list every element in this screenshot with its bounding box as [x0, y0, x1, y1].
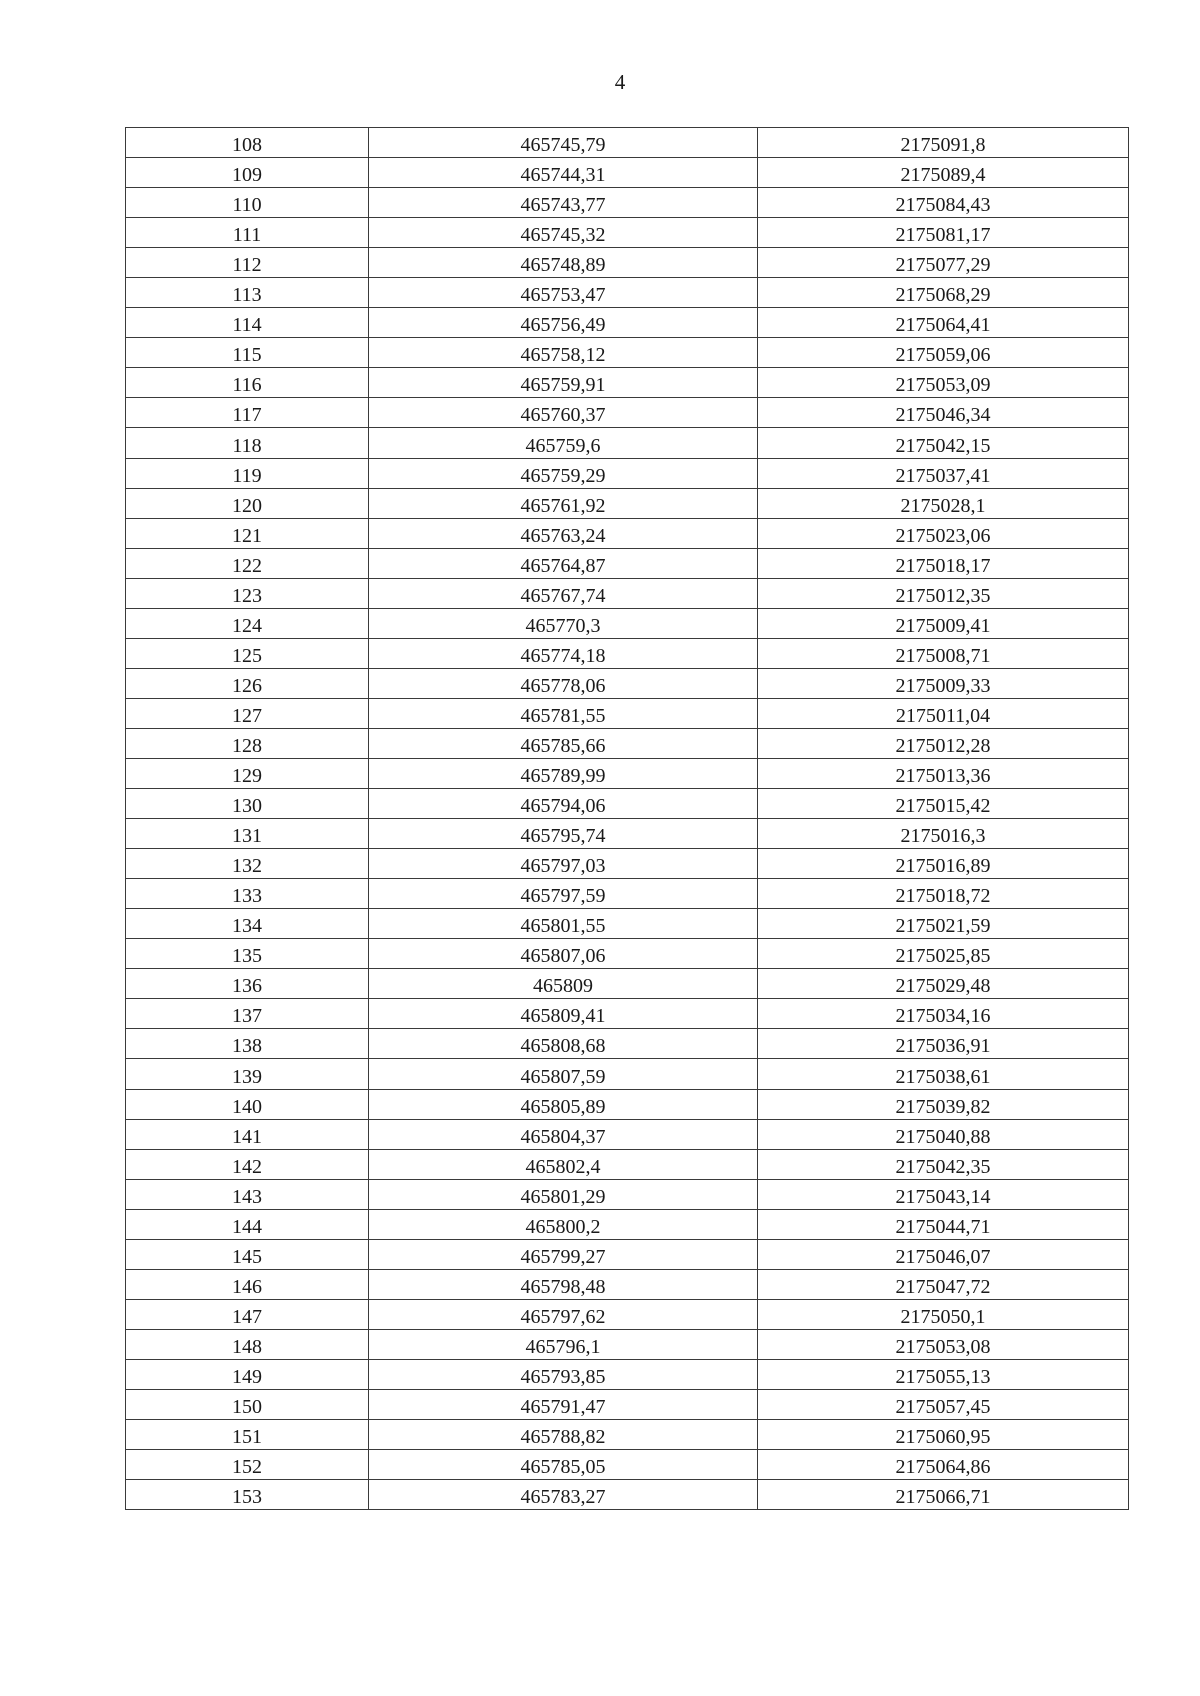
table-row — [126, 909, 1129, 939]
point-number-cell: 119 — [126, 458, 369, 488]
table-row — [126, 1029, 1129, 1059]
y-coordinate-cell: 2175042,35 — [758, 1149, 1129, 1179]
table-row — [126, 578, 1129, 608]
coordinates-table — [125, 127, 1129, 1510]
point-number-cell: 110 — [126, 188, 369, 218]
table-row — [126, 1359, 1129, 1389]
table-row — [126, 188, 1129, 218]
x-coordinate-cell: 465802,4 — [369, 1149, 758, 1179]
point-number-cell: 145 — [126, 1239, 369, 1269]
table-row — [126, 1059, 1129, 1089]
coordinates-table-body — [126, 128, 1129, 1510]
x-coordinate-cell: 465761,92 — [369, 488, 758, 518]
x-coordinate-cell: 465745,79 — [369, 128, 758, 158]
y-coordinate-cell: 2175059,06 — [758, 338, 1129, 368]
point-number-cell: 141 — [126, 1119, 369, 1149]
y-coordinate-cell: 2175081,17 — [758, 218, 1129, 248]
y-coordinate-cell: 2175018,17 — [758, 548, 1129, 578]
table-row — [126, 789, 1129, 819]
y-coordinate-cell: 2175047,72 — [758, 1269, 1129, 1299]
x-coordinate-cell: 465807,59 — [369, 1059, 758, 1089]
table-row — [126, 1179, 1129, 1209]
point-number-cell: 151 — [126, 1420, 369, 1450]
x-coordinate-cell: 465759,6 — [369, 428, 758, 458]
y-coordinate-cell: 2175013,36 — [758, 758, 1129, 788]
point-number-cell: 128 — [126, 728, 369, 758]
table-row — [126, 1480, 1129, 1510]
point-number-cell: 147 — [126, 1299, 369, 1329]
x-coordinate-cell: 465797,03 — [369, 849, 758, 879]
point-number-cell: 136 — [126, 969, 369, 999]
table-row — [126, 608, 1129, 638]
point-number-cell: 127 — [126, 698, 369, 728]
table-row — [126, 428, 1129, 458]
point-number-cell: 130 — [126, 789, 369, 819]
point-number-cell: 150 — [126, 1389, 369, 1419]
y-coordinate-cell: 2175036,91 — [758, 1029, 1129, 1059]
point-number-cell: 137 — [126, 999, 369, 1029]
y-coordinate-cell: 2175034,16 — [758, 999, 1129, 1029]
y-coordinate-cell: 2175037,41 — [758, 458, 1129, 488]
x-coordinate-cell: 465770,3 — [369, 608, 758, 638]
table-row — [126, 1149, 1129, 1179]
x-coordinate-cell: 465809 — [369, 969, 758, 999]
table-row — [126, 518, 1129, 548]
y-coordinate-cell: 2175038,61 — [758, 1059, 1129, 1089]
x-coordinate-cell: 465795,74 — [369, 819, 758, 849]
x-coordinate-cell: 465767,74 — [369, 578, 758, 608]
table-row — [126, 398, 1129, 428]
y-coordinate-cell: 2175057,45 — [758, 1389, 1129, 1419]
x-coordinate-cell: 465788,82 — [369, 1420, 758, 1450]
table-row — [126, 849, 1129, 879]
y-coordinate-cell: 2175009,33 — [758, 668, 1129, 698]
y-coordinate-cell: 2175050,1 — [758, 1299, 1129, 1329]
y-coordinate-cell: 2175009,41 — [758, 608, 1129, 638]
x-coordinate-cell: 465774,18 — [369, 638, 758, 668]
y-coordinate-cell: 2175044,71 — [758, 1209, 1129, 1239]
y-coordinate-cell: 2175068,29 — [758, 278, 1129, 308]
y-coordinate-cell: 2175091,8 — [758, 128, 1129, 158]
y-coordinate-cell: 2175077,29 — [758, 248, 1129, 278]
y-coordinate-cell: 2175039,82 — [758, 1089, 1129, 1119]
point-number-cell: 135 — [126, 939, 369, 969]
x-coordinate-cell: 465758,12 — [369, 338, 758, 368]
table-row — [126, 698, 1129, 728]
table-row — [126, 758, 1129, 788]
x-coordinate-cell: 465763,24 — [369, 518, 758, 548]
table-row — [126, 1329, 1129, 1359]
point-number-cell: 112 — [126, 248, 369, 278]
x-coordinate-cell: 465781,55 — [369, 698, 758, 728]
x-coordinate-cell: 465748,89 — [369, 248, 758, 278]
y-coordinate-cell: 2175053,08 — [758, 1329, 1129, 1359]
x-coordinate-cell: 465809,41 — [369, 999, 758, 1029]
table-row — [126, 368, 1129, 398]
x-coordinate-cell: 465764,87 — [369, 548, 758, 578]
x-coordinate-cell: 465759,91 — [369, 368, 758, 398]
table-row — [126, 1420, 1129, 1450]
point-number-cell: 111 — [126, 218, 369, 248]
y-coordinate-cell: 2175064,41 — [758, 308, 1129, 338]
y-coordinate-cell: 2175084,43 — [758, 188, 1129, 218]
y-coordinate-cell: 2175053,09 — [758, 368, 1129, 398]
x-coordinate-cell: 465798,48 — [369, 1269, 758, 1299]
table-row — [126, 128, 1129, 158]
x-coordinate-cell: 465789,99 — [369, 758, 758, 788]
table-row — [126, 158, 1129, 188]
y-coordinate-cell: 2175046,07 — [758, 1239, 1129, 1269]
table-row — [126, 969, 1129, 999]
x-coordinate-cell: 465793,85 — [369, 1359, 758, 1389]
table-row — [126, 879, 1129, 909]
table-row — [126, 248, 1129, 278]
table-row — [126, 458, 1129, 488]
y-coordinate-cell: 2175066,71 — [758, 1480, 1129, 1510]
point-number-cell: 142 — [126, 1149, 369, 1179]
x-coordinate-cell: 465743,77 — [369, 188, 758, 218]
table-row — [126, 999, 1129, 1029]
y-coordinate-cell: 2175011,04 — [758, 698, 1129, 728]
table-row — [126, 548, 1129, 578]
y-coordinate-cell: 2175025,85 — [758, 939, 1129, 969]
point-number-cell: 109 — [126, 158, 369, 188]
point-number-cell: 148 — [126, 1329, 369, 1359]
x-coordinate-cell: 465796,1 — [369, 1329, 758, 1359]
x-coordinate-cell: 465807,06 — [369, 939, 758, 969]
point-number-cell: 133 — [126, 879, 369, 909]
point-number-cell: 140 — [126, 1089, 369, 1119]
y-coordinate-cell: 2175043,14 — [758, 1179, 1129, 1209]
x-coordinate-cell: 465744,31 — [369, 158, 758, 188]
y-coordinate-cell: 2175012,35 — [758, 578, 1129, 608]
point-number-cell: 144 — [126, 1209, 369, 1239]
point-number-cell: 120 — [126, 488, 369, 518]
x-coordinate-cell: 465783,27 — [369, 1480, 758, 1510]
y-coordinate-cell: 2175040,88 — [758, 1119, 1129, 1149]
y-coordinate-cell: 2175055,13 — [758, 1359, 1129, 1389]
point-number-cell: 132 — [126, 849, 369, 879]
x-coordinate-cell: 465745,32 — [369, 218, 758, 248]
table-row — [126, 1239, 1129, 1269]
x-coordinate-cell: 465801,55 — [369, 909, 758, 939]
point-number-cell: 126 — [126, 668, 369, 698]
point-number-cell: 113 — [126, 278, 369, 308]
y-coordinate-cell: 2175016,89 — [758, 849, 1129, 879]
point-number-cell: 152 — [126, 1450, 369, 1480]
table-row — [126, 1299, 1129, 1329]
x-coordinate-cell: 465794,06 — [369, 789, 758, 819]
x-coordinate-cell: 465799,27 — [369, 1239, 758, 1269]
point-number-cell: 115 — [126, 338, 369, 368]
point-number-cell: 139 — [126, 1059, 369, 1089]
point-number-cell: 122 — [126, 548, 369, 578]
table-row — [126, 278, 1129, 308]
y-coordinate-cell: 2175016,3 — [758, 819, 1129, 849]
point-number-cell: 138 — [126, 1029, 369, 1059]
table-row — [126, 218, 1129, 248]
table-row — [126, 338, 1129, 368]
y-coordinate-cell: 2175023,06 — [758, 518, 1129, 548]
table-row — [126, 1119, 1129, 1149]
point-number-cell: 124 — [126, 608, 369, 638]
y-coordinate-cell: 2175018,72 — [758, 879, 1129, 909]
y-coordinate-cell: 2175089,4 — [758, 158, 1129, 188]
page-number: 4 — [614, 70, 626, 94]
table-row — [126, 668, 1129, 698]
point-number-cell: 118 — [126, 428, 369, 458]
y-coordinate-cell: 2175028,1 — [758, 488, 1129, 518]
table-row — [126, 1389, 1129, 1419]
y-coordinate-cell: 2175008,71 — [758, 638, 1129, 668]
point-number-cell: 116 — [126, 368, 369, 398]
point-number-cell: 129 — [126, 758, 369, 788]
x-coordinate-cell: 465797,59 — [369, 879, 758, 909]
x-coordinate-cell: 465760,37 — [369, 398, 758, 428]
x-coordinate-cell: 465805,89 — [369, 1089, 758, 1119]
y-coordinate-cell: 2175064,86 — [758, 1450, 1129, 1480]
x-coordinate-cell: 465756,49 — [369, 308, 758, 338]
y-coordinate-cell: 2175029,48 — [758, 969, 1129, 999]
y-coordinate-cell: 2175015,42 — [758, 789, 1129, 819]
table-row — [126, 728, 1129, 758]
table-row — [126, 638, 1129, 668]
point-number-cell: 134 — [126, 909, 369, 939]
point-number-cell: 125 — [126, 638, 369, 668]
table-row — [126, 939, 1129, 969]
x-coordinate-cell: 465778,06 — [369, 668, 758, 698]
table-row — [126, 1269, 1129, 1299]
table-row — [126, 1089, 1129, 1119]
x-coordinate-cell: 465808,68 — [369, 1029, 758, 1059]
point-number-cell: 131 — [126, 819, 369, 849]
point-number-cell: 146 — [126, 1269, 369, 1299]
point-number-cell: 123 — [126, 578, 369, 608]
table-row — [126, 819, 1129, 849]
x-coordinate-cell: 465759,29 — [369, 458, 758, 488]
point-number-cell: 121 — [126, 518, 369, 548]
x-coordinate-cell: 465801,29 — [369, 1179, 758, 1209]
point-number-cell: 117 — [126, 398, 369, 428]
y-coordinate-cell: 2175012,28 — [758, 728, 1129, 758]
table-row — [126, 488, 1129, 518]
point-number-cell: 153 — [126, 1480, 369, 1510]
x-coordinate-cell: 465804,37 — [369, 1119, 758, 1149]
y-coordinate-cell: 2175046,34 — [758, 398, 1129, 428]
x-coordinate-cell: 465800,2 — [369, 1209, 758, 1239]
x-coordinate-cell: 465797,62 — [369, 1299, 758, 1329]
point-number-cell: 108 — [126, 128, 369, 158]
y-coordinate-cell: 2175021,59 — [758, 909, 1129, 939]
point-number-cell: 114 — [126, 308, 369, 338]
table-row — [126, 1209, 1129, 1239]
x-coordinate-cell: 465785,66 — [369, 728, 758, 758]
y-coordinate-cell: 2175060,95 — [758, 1420, 1129, 1450]
table-row — [126, 308, 1129, 338]
y-coordinate-cell: 2175042,15 — [758, 428, 1129, 458]
x-coordinate-cell: 465785,05 — [369, 1450, 758, 1480]
point-number-cell: 143 — [126, 1179, 369, 1209]
x-coordinate-cell: 465753,47 — [369, 278, 758, 308]
point-number-cell: 149 — [126, 1359, 369, 1389]
x-coordinate-cell: 465791,47 — [369, 1389, 758, 1419]
table-row — [126, 1450, 1129, 1480]
